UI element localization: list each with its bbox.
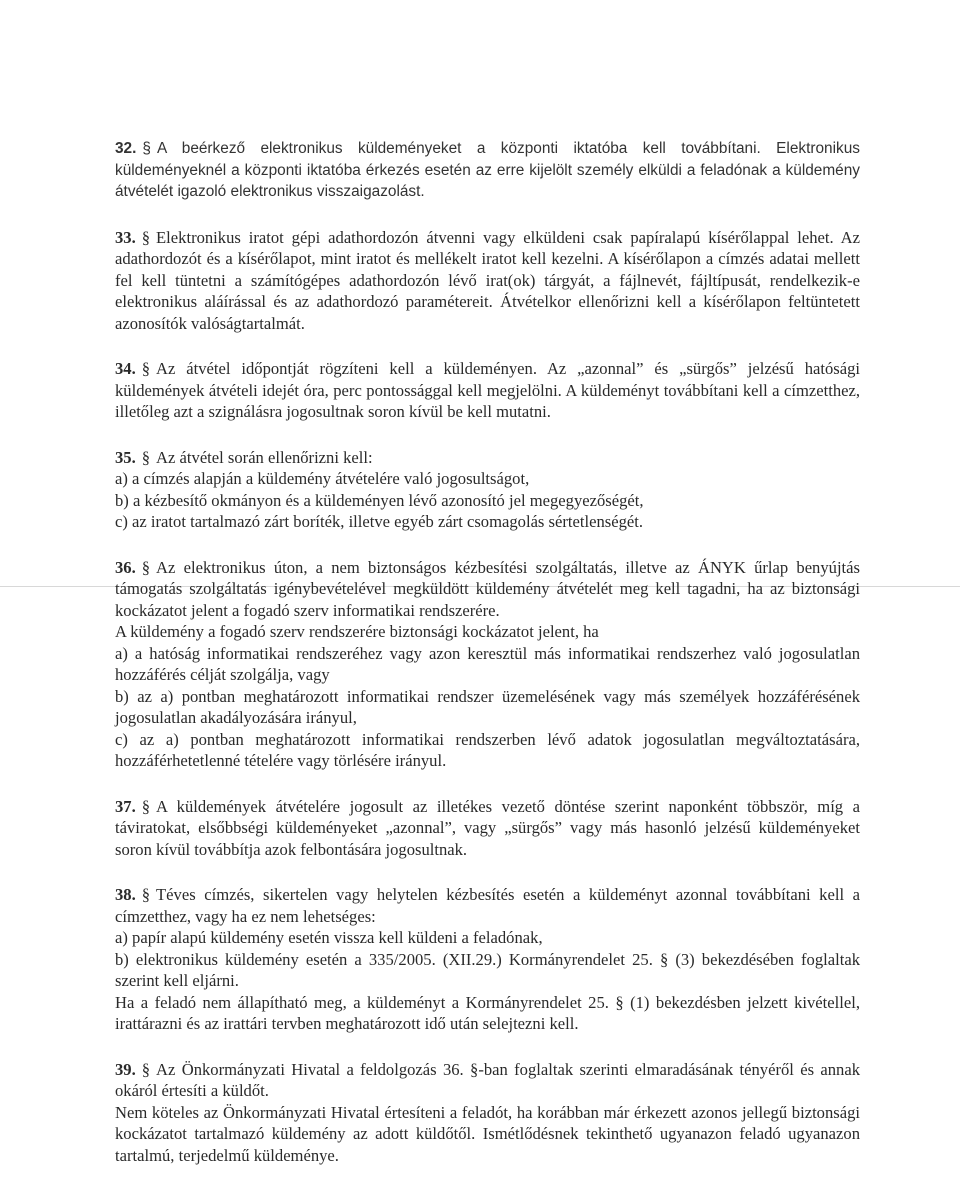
section-36 [115, 557, 860, 772]
section-sign: § [141, 1059, 151, 1079]
section-number: 34. [115, 359, 136, 378]
section-sign: § [142, 140, 151, 157]
section-sign: § [141, 227, 151, 247]
list-item-c: c) az iratot tartalmazó zárt boríték, illetve egyéb zárt csomagolás sértetlenségét. [115, 512, 643, 531]
section-number: 32. [115, 140, 137, 157]
section-number: 36. [115, 557, 136, 577]
section-38 [115, 884, 860, 1035]
section-text: Az átvétel során ellenőrizni kell: [156, 447, 373, 467]
section-32 [115, 138, 860, 203]
section-34-paragraph [115, 358, 860, 423]
section-sign: § [141, 447, 151, 467]
section-37 [115, 796, 860, 861]
section-number: 38. [115, 885, 136, 904]
section-text: A küldemények átvételére jogosult az illetékes vezető döntése szerint naponként többször, míg a táviratokat, elsőbbségi küldeményeket „azonnal”, vagy „sürgős” vagy más hasonló jelzésű küldeményeket soron kívül továbbítja azok felbontására jogosultnak. [115, 796, 860, 859]
section-37-paragraph [115, 796, 860, 861]
section-text: Az elektronikus úton, a nem biztonságos kézbesítési szolgáltatás, illetve az ÁNYK űrlap benyújtás támogatás szolgáltatás igénybevételével megküldött küldemény átvételét meg kell tagadni, ha az biztonsági kockázatot jelent a fogadó szerv informatikai rendszerére. [115, 557, 860, 620]
section-text: Elektronikus iratot gépi adathordozón átvenni vagy elküldeni csak papíralapú kísérőlappal lehet. Az adathordozót és a kísérőlapot, mint iratot és mellékelt iratot kell kezelni. A kísérőlapon a címzés adatai mellett fel kell tüntetni a számítógépes adathordozón lévő irat(ok) tárgyát, a fájlnevét, fájltípusát, rendelkezik-e elektronikus aláírással és az adathordozó paramétereit. Átvételkor ellenőrizni kell a kísérőlapon feltüntetett azonosítók valóságtartalmát. [115, 227, 860, 333]
list-item-b: b) az a) pontban meghatározott informatikai rendszer üzemelésének vagy más személyek hozzáférésének jogosulatlan akadályozására irányul, [115, 686, 860, 727]
risk-intro: A küldemény a fogadó szerv rendszerére biztonsági kockázatot jelent, ha [115, 622, 599, 641]
list-item-a: a) a hatóság informatikai rendszeréhez vagy azon keresztül más informatikai rendszerhez való jogosulatlan hozzáférés célját szolgálja, vagy [115, 643, 860, 684]
section-text: Az Önkormányzati Hivatal a feldolgozás 36. §-ban foglaltak szerinti elmaradásának tényéről és annak okáról értesíti a küldőt. [115, 1059, 860, 1100]
list-item-b: b) elektronikus küldemény esetén a 335/2005. (XII.29.) Kormányrendelet 25. § (3) bekezdésében foglaltak szerint kell eljárni. [115, 949, 860, 990]
section-35 [115, 447, 860, 533]
section-38-paragraph [115, 884, 860, 927]
section-sign: § [141, 885, 151, 904]
closing-paragraph: Ha a feladó nem állapítható meg, a küldeményt a Kormányrendelet 25. § (1) bekezdésben jelzett kivétellel, irattárazni és az irattári tervben meghatározott idő után selejtezni kell. [115, 992, 860, 1033]
section-number: 33. [115, 227, 136, 247]
document-page [115, 138, 860, 1190]
section-sign: § [141, 557, 151, 577]
section-39-paragraph [115, 1059, 860, 1102]
list-item-a: a) papír alapú küldemény esetén vissza kell küldeni a feladónak, [115, 928, 543, 947]
section-36-paragraph [115, 557, 860, 622]
section-text: Téves címzés, sikertelen vagy helytelen kézbesítés esetén a küldeményt azonnal továbbítani kell a címzetthez, vagy ha ez nem lehetséges: [115, 885, 860, 926]
list-item-a: a) a címzés alapján a küldemény átvételére való jogosultságot, [115, 469, 530, 488]
section-number: 39. [115, 1059, 136, 1079]
section-text: Az átvétel időpontját rögzíteni kell a küldeményen. Az „azonnal” és „sürgős” jelzésű hatósági küldemények átvételi idejét óra, perc pontossággal kell megjelölni. A küldeményt továbbítani kell a címzetthez, illetőleg azt a szignálásra jogosultnak soron kívül be kell mutatni. [115, 359, 860, 421]
list-item-b: b) a kézbesítő okmányon és a küldeményen lévő azonosító jel megegyezőségét, [115, 490, 644, 510]
section-33-paragraph [115, 227, 860, 335]
section-number: 37. [115, 796, 136, 816]
closing-paragraph: Nem köteles az Önkormányzati Hivatal értesíteni a feladót, ha korábban már érkezett azonos jellegű biztonsági kockázatot tartalmazó küldemény az adott küldőtől. Ismétlődésnek tekinthető ugyanazon feladó ugyanazon tartalmú, terjedelmű küldeménye. [115, 1102, 860, 1165]
section-number: 35. [115, 447, 136, 467]
section-35-paragraph [115, 447, 860, 469]
section-39 [115, 1059, 860, 1167]
section-sign: § [141, 796, 151, 816]
section-34 [115, 358, 860, 423]
section-33 [115, 227, 860, 335]
list-item-c: c) az a) pontban meghatározott informatikai rendszerben lévő adatok jogosulatlan megváltoztatására, hozzáférhetetlenné tételére vagy törlésére irányul. [115, 729, 860, 770]
section-32-paragraph [115, 138, 860, 203]
section-sign: § [141, 359, 151, 378]
section-text: A beérkező elektronikus küldeményeket a központi iktatóba kell továbbítani. Elektronikus küldeményeknél a központi iktatóba érkezés esetén az erre kijelölt személy elküldi a feladónak a küldemény átvételét igazoló elektronikus visszaigazolást. [115, 140, 860, 200]
